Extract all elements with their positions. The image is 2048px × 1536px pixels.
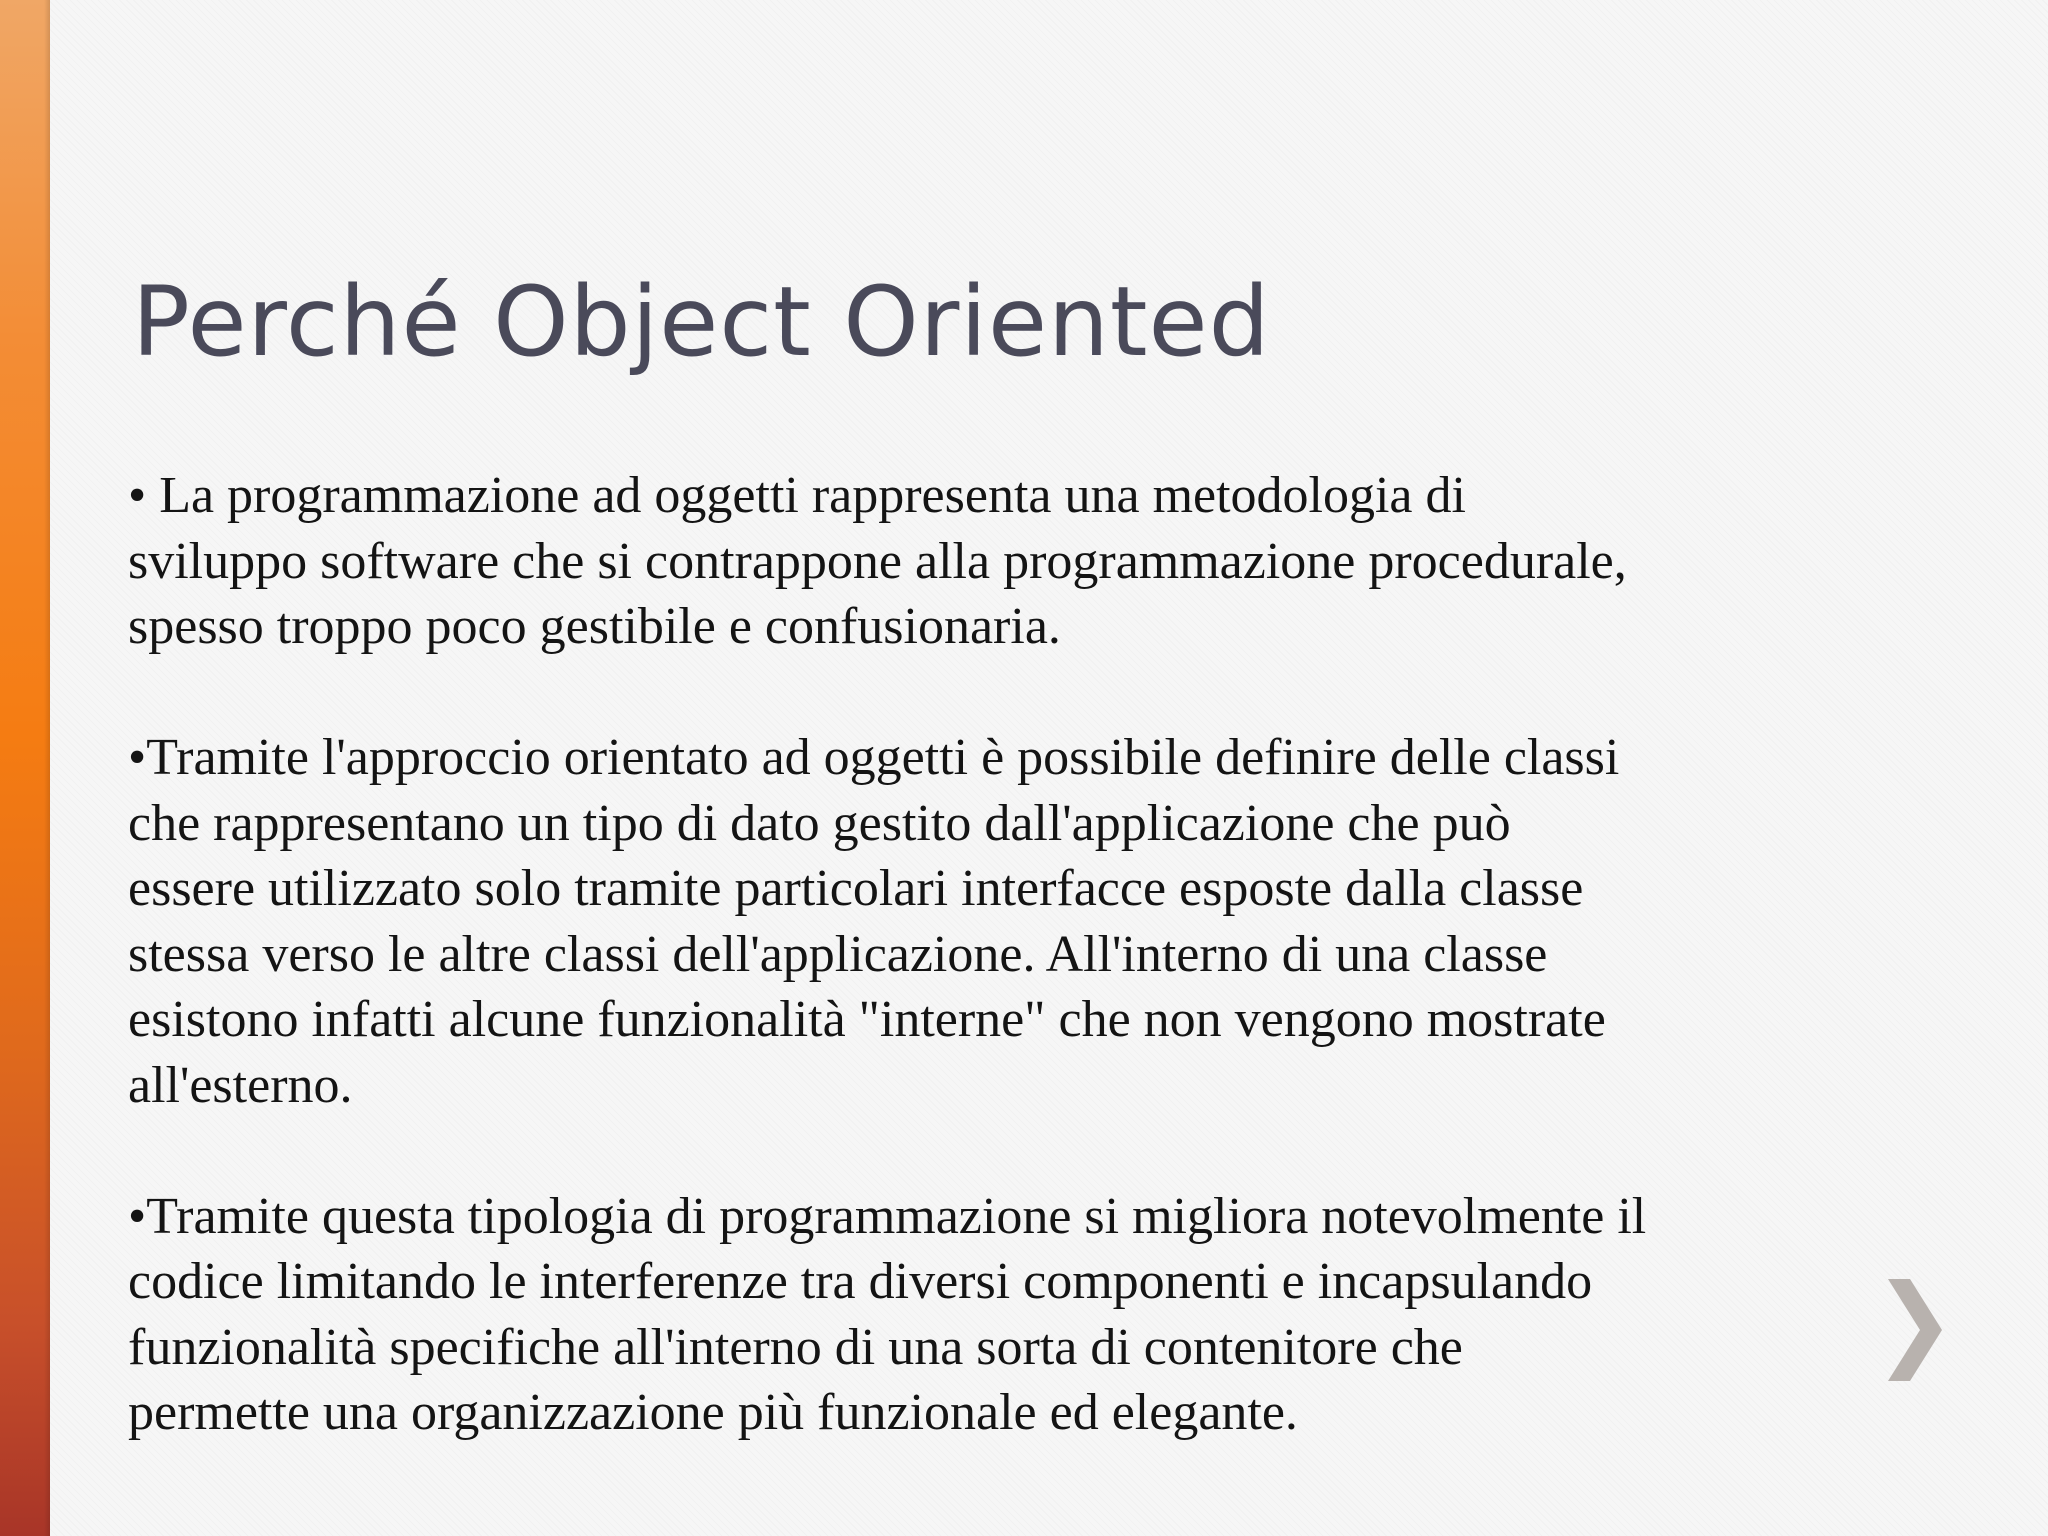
bullet-paragraph: •Tramite l'approccio orientato ad oggetti è possibile definire delle classi che rappresentano un tipo di dato gestito dall'applicazione che può essere utilizzato solo tramite particolari interfacce esposte dalla classe stessa verso le altre classi dell'applicazione. All'interno di una classe esistono infatti alcune funzionalità "interne" che non vengono mostrate all'esterno. <box>128 729 1620 1114</box>
next-slide-button[interactable] <box>1880 1275 1950 1385</box>
chevron-right-icon <box>1880 1275 1950 1385</box>
bullet-paragraph: • La programmazione ad oggetti rappresenta una metodologia di sviluppo software che si contrappone alla programmazione procedurale, spesso troppo poco gestibile e confusionaria. <box>128 467 1627 655</box>
slide-body <box>128 463 1908 1446</box>
accent-side-bar <box>0 0 50 1536</box>
page-title: Perché Object Oriented <box>132 266 1271 378</box>
bullet-paragraph: •Tramite questa tipologia di programmazione si migliora notevolmente il codice limitando le interferenze tra diversi componenti e incapsulando funzionalità specifiche all'interno di una sorta di contenitore che permette una organizzazione più funzionale ed elegante. <box>128 1187 1647 1441</box>
